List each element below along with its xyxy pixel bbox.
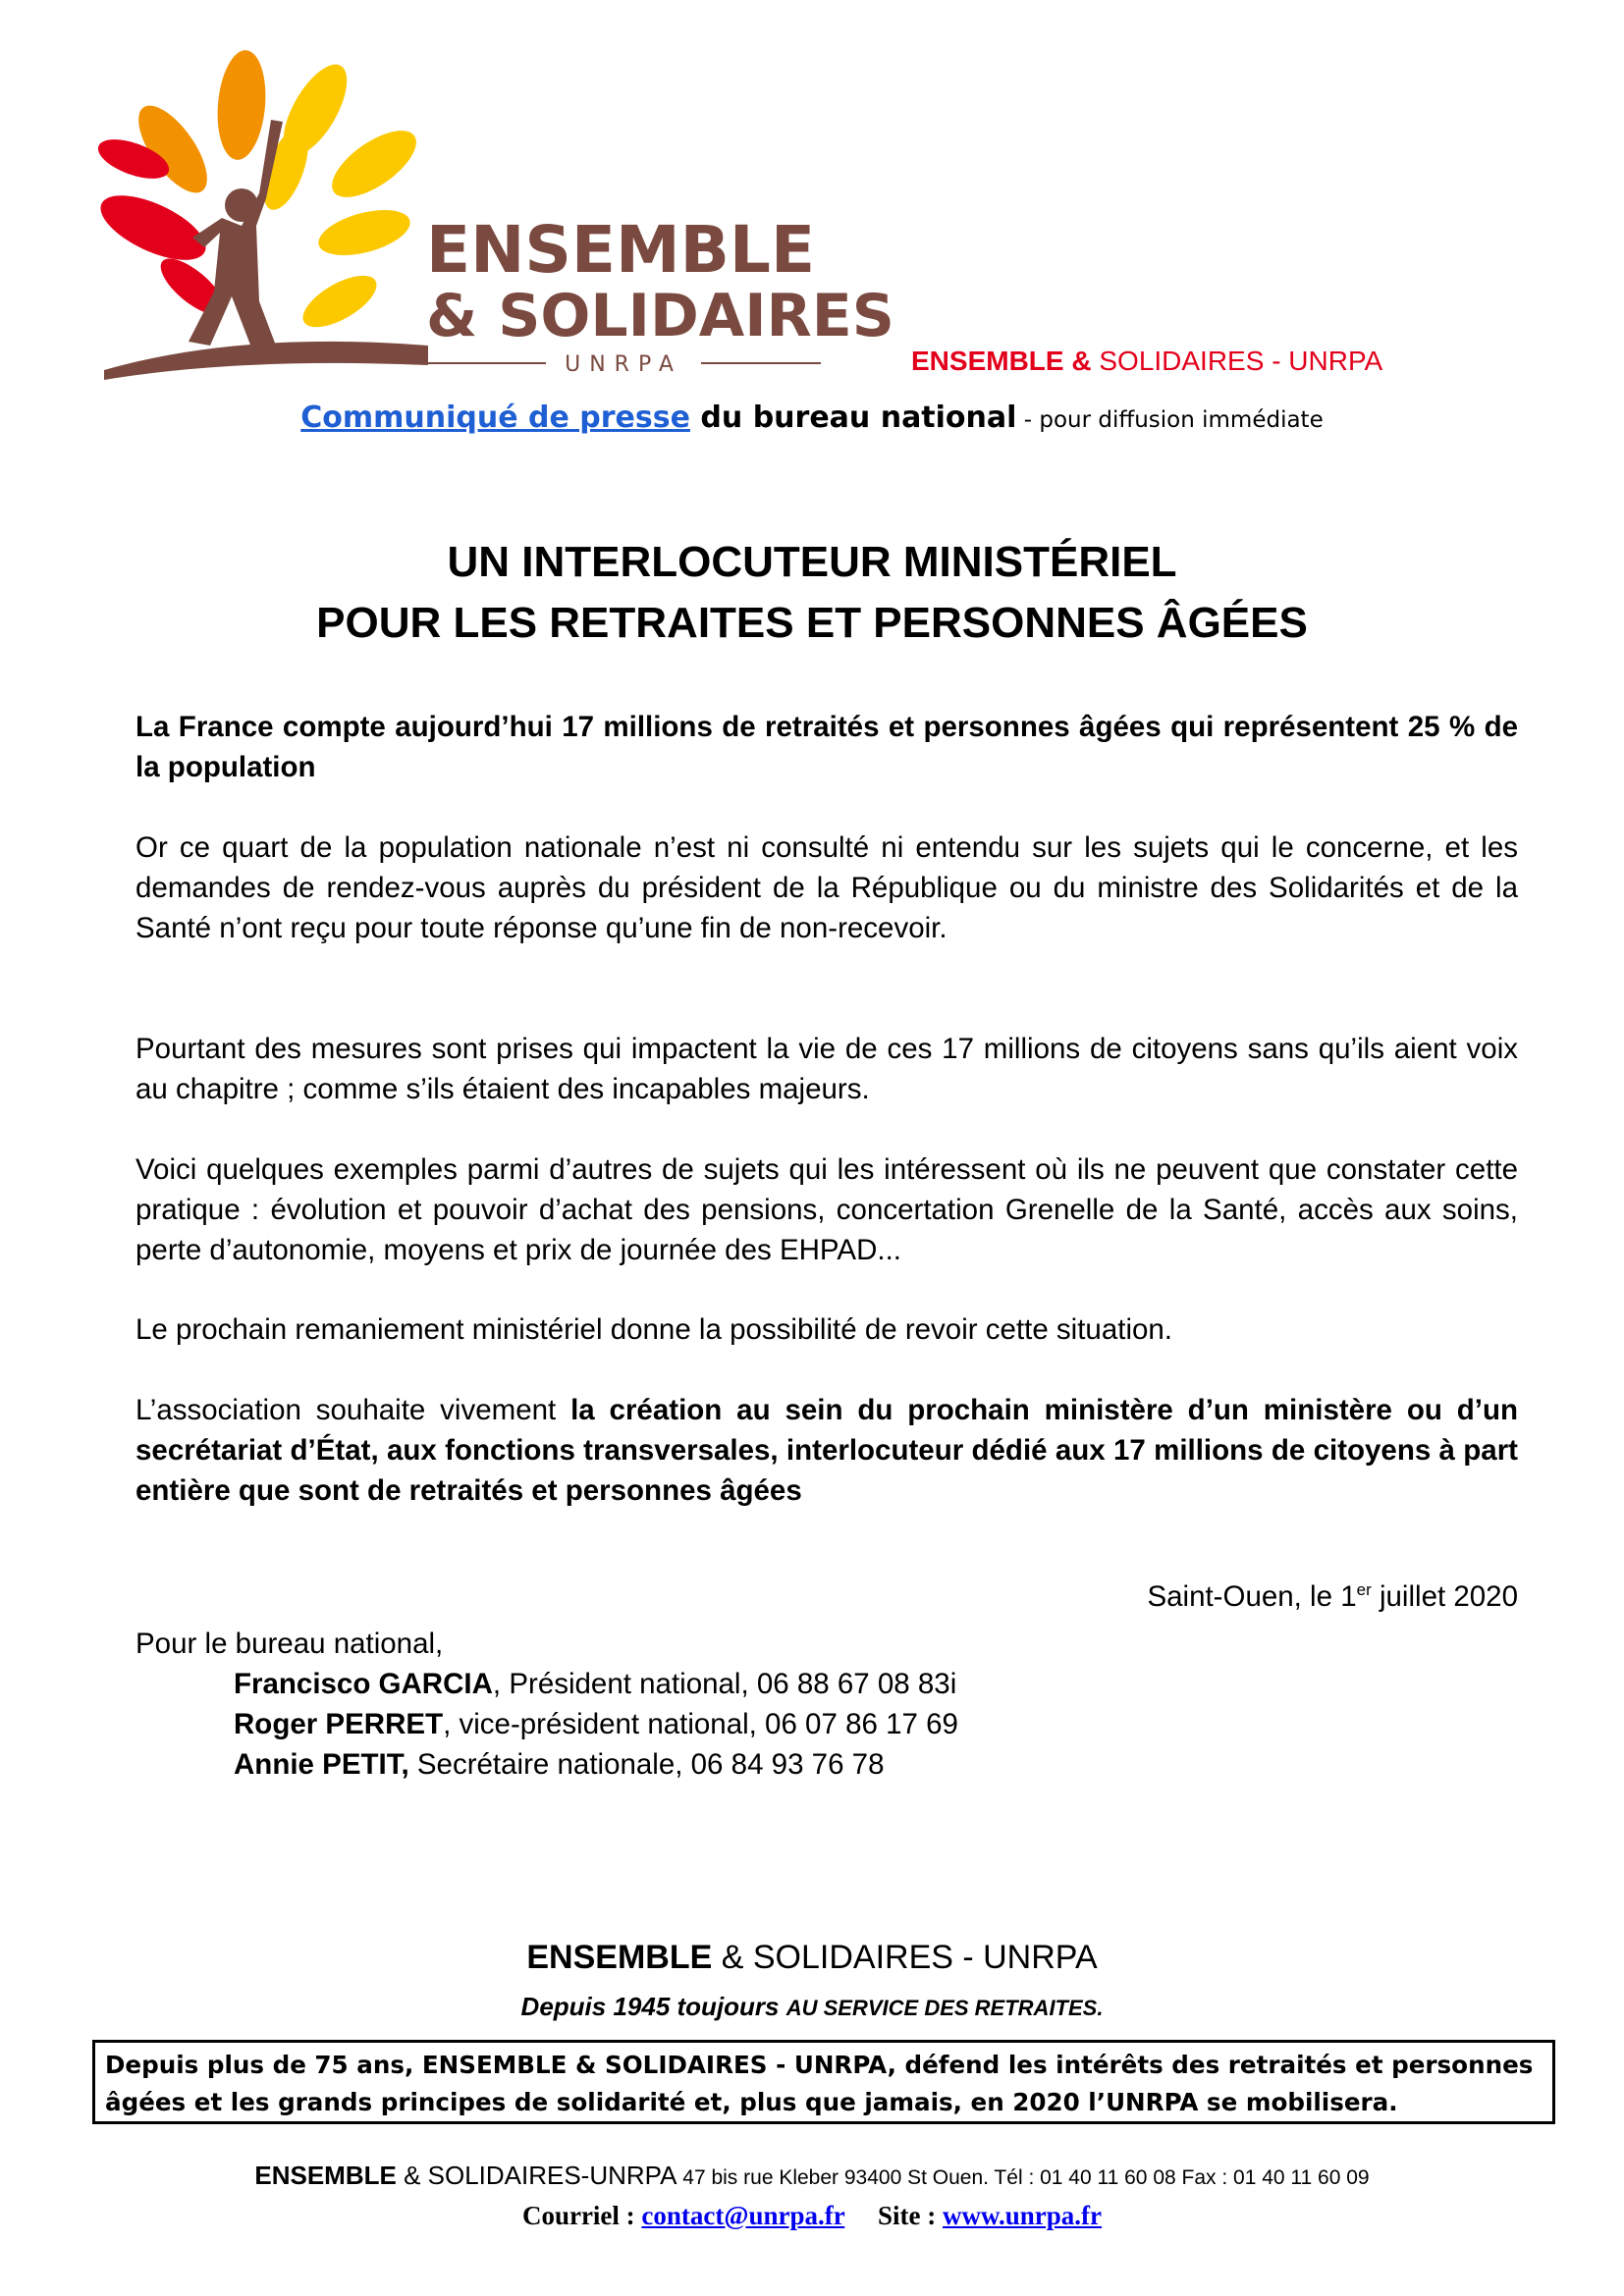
footer-organization: ENSEMBLE & SOLIDAIRES - UNRPA (526, 1939, 1098, 1976)
press-release-link[interactable]: Communiqué de presse (300, 400, 690, 435)
logo-text-ensemble: ENSEMBLE (426, 212, 816, 288)
footer-contact: Courriel : contact@unrpa.fr Site : www.unrpa.fr (521, 2201, 1103, 2230)
paragraph-2: Pourtant des mesures sont prises qui impactent la vie de ces 17 millions de citoyens sans qu’ils aient voix au chapitre ; comme s’ils étaient des incapables majeurs. (135, 1033, 1518, 1105)
logo-text-solidaires: & SOLIDAIRES (426, 282, 894, 350)
footer-address: ENSEMBLE & SOLIDAIRES-UNRPA 47 bis rue Kleber 93400 St Ouen. Tél : 01 40 11 60 08 Fax : 01 40 11 60 09 (254, 2161, 1370, 2190)
title-line-1: UN INTERLOCUTEUR MINISTÉRIEL (447, 538, 1177, 586)
header-organization: ENSEMBLE & SOLIDAIRES - UNRPA (911, 346, 1383, 376)
press-release-line: Communiqué de presse du bureau national - pour diffusion immédiate (300, 400, 1324, 435)
title-line-2: POUR LES RETRAITES ET PERSONNES ÂGÉES (316, 599, 1308, 647)
logo (94, 51, 894, 385)
paragraph-5: L’association souhaite vivement la création au sein du prochain ministère d’un ministère ou d’un secrétariat d’État, aux fonctions transversales, interlocuteur dédié aux 17 millions de citoyens à part entière que sont de retraités et personnes âgées (135, 1394, 1518, 1507)
tree-leaves-icon (91, 48, 426, 337)
paragraph-1: Or ce quart de la population nationale n’est ni consulté ni entendu sur les sujets qui le concerne, et les demandes de rendez-vous auprès du président de la République ou du ministre des Solidarités et de la Santé n’ont reçu pour toute réponse qu’une fin de non-recevoir. (135, 831, 1518, 944)
signature-person: Francisco GARCIA, Président national, 06 88 67 08 83i (234, 1668, 957, 1700)
page-title (0, 532, 1624, 654)
paragraph-4: Le prochain remaniement ministériel donne la possibilité de revoir cette situation. (135, 1313, 1173, 1346)
date-line: Saint-Ouen, le 1er juillet 2020 (1147, 1580, 1518, 1613)
footer-tagline: Depuis 1945 toujours AU SERVICE DES RETRAITES. (520, 1992, 1104, 2021)
signature-person: Annie PETIT, Secrétaire nationale, 06 84 93 76 78 (234, 1748, 885, 1781)
lead-paragraph: La France compte aujourd’hui 17 millions de retraités et personnes âgées qui représentent 25 % de la population (135, 711, 1518, 783)
signature-intro: Pour le bureau national, (135, 1628, 444, 1660)
signature-block (135, 1624, 958, 1785)
paragraph-3: Voici quelques exemples parmi d’autres de sujets qui les intéressent où ils ne peuvent que constater cette pratique : évolution et pouvoir d’achat des pensions, concertation Grenelle de la Santé, accès aux soins, perte d’autonomie, moyens et prix de journée des EHPAD... (135, 1153, 1518, 1266)
footer-statement-box: Depuis plus de 75 ans, ENSEMBLE & SOLIDAIRES - UNRPA, défend les intérêts des retraités et personnes âgées et les grands principes de solidarité et, plus que jamais, en 2020 l’UNRPA se mobilisera. (92, 2040, 1555, 2124)
signature-person: Roger PERRET, vice-président national, 06 07 86 17 69 (234, 1708, 958, 1740)
website-link[interactable]: www.unrpa.fr (943, 2201, 1103, 2230)
logo-text-unrpa: UNRPA (565, 352, 682, 377)
email-link[interactable]: contact@unrpa.fr (641, 2201, 845, 2230)
logo-graphic (94, 51, 894, 385)
